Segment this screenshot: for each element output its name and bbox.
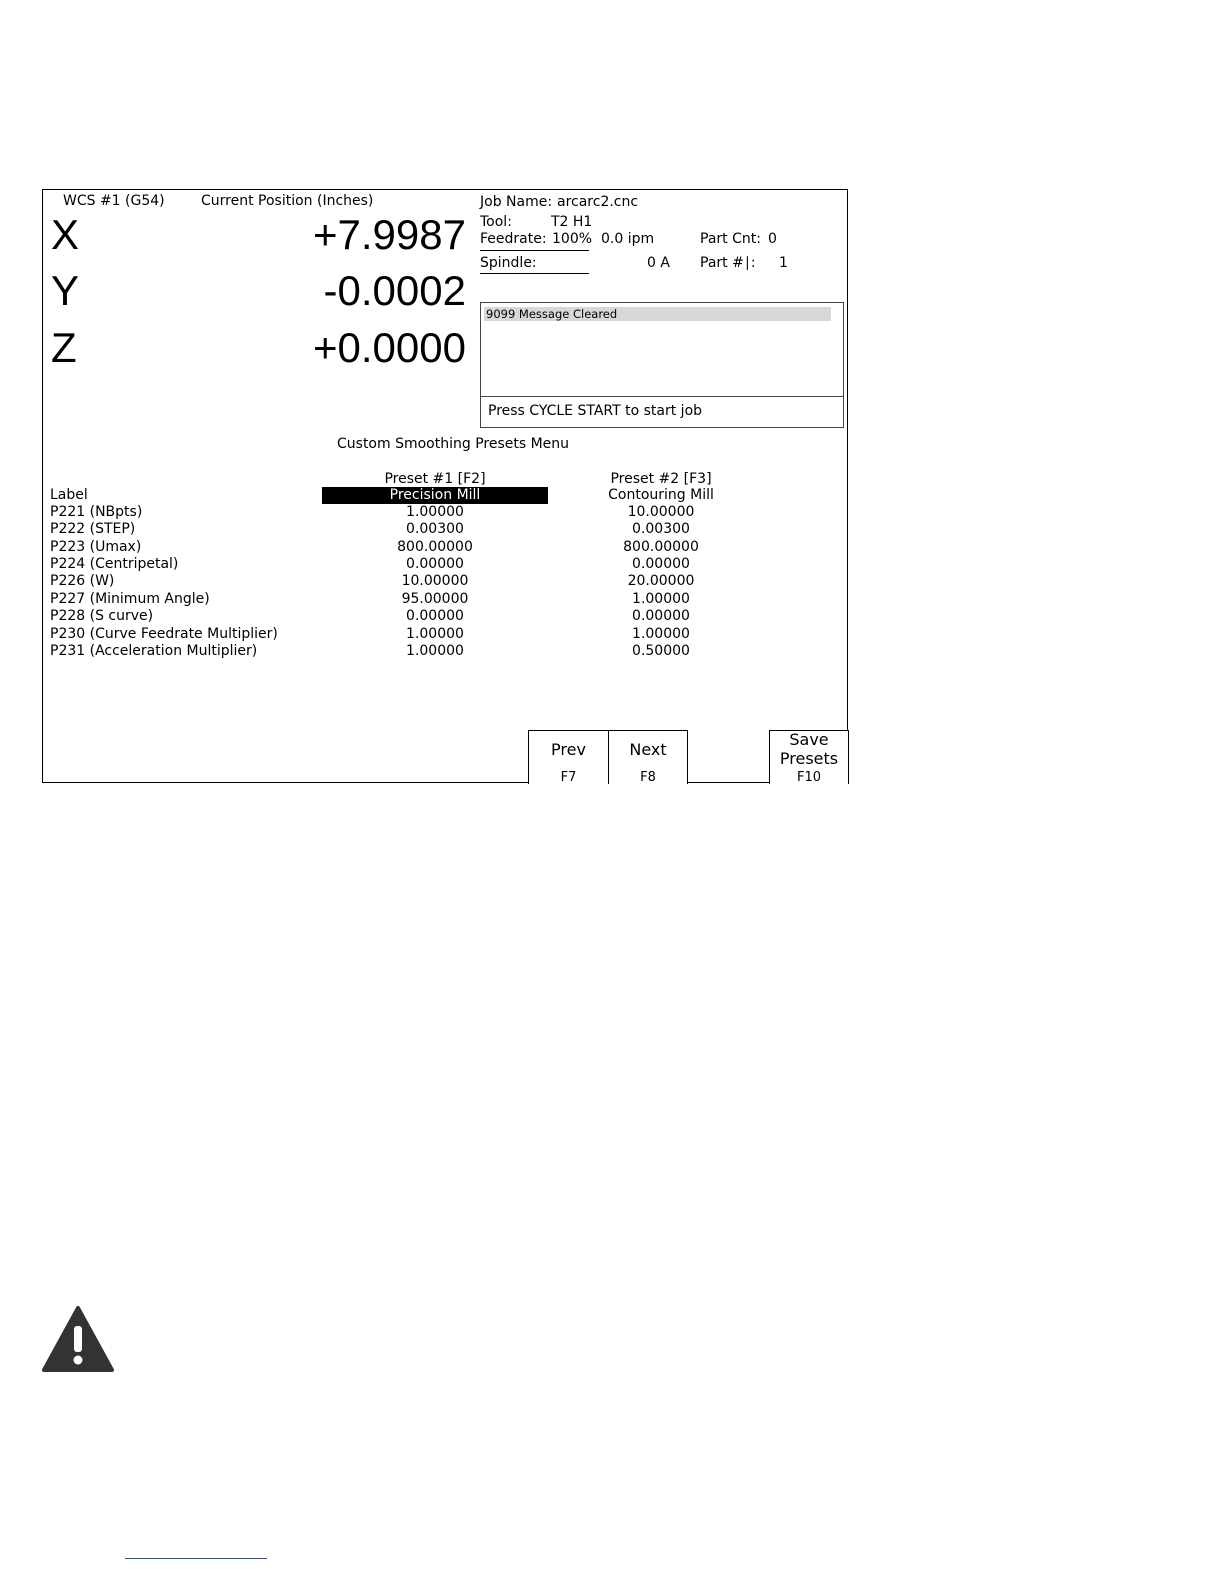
feedrate-ipm: 0.0 ipm <box>601 231 655 247</box>
row-label: P224 (Centripetal) <box>50 556 179 572</box>
save-presets-label-line1: Save <box>789 730 829 749</box>
operator-prompt: Press CYCLE START to start job <box>488 403 703 419</box>
feedrate-percent: 100% <box>552 231 593 247</box>
next-button-label: Next <box>629 740 667 759</box>
tool-label: Tool: <box>480 214 512 230</box>
preset2-header[interactable]: Preset #2 [F3] <box>610 471 712 487</box>
prev-button-key: F7 <box>560 770 577 785</box>
row-label: P227 (Minimum Angle) <box>50 591 210 607</box>
feedrate-label: Feedrate: <box>480 231 547 247</box>
wcs-label: WCS #1 (G54) <box>63 193 165 209</box>
position-title: Current Position (Inches) <box>201 193 374 209</box>
table-row <box>50 608 830 625</box>
preset1-cell[interactable]: 0.00000 <box>406 556 464 572</box>
message-divider <box>481 396 843 397</box>
part-number-value: 1 <box>779 255 788 271</box>
preset1-cell-selected[interactable]: Precision Mill <box>322 487 548 504</box>
link-underline[interactable] <box>125 1558 267 1559</box>
preset2-cell[interactable]: 1.00000 <box>632 626 690 642</box>
preset2-cell[interactable]: 1.00000 <box>632 591 690 607</box>
row-label: P223 (Umax) <box>50 539 142 555</box>
save-presets-key: F10 <box>796 770 822 785</box>
part-count-label: Part Cnt: <box>700 231 761 247</box>
axis-z-value: +0.0000 <box>313 324 466 371</box>
spindle-underline <box>480 273 589 274</box>
save-presets-button[interactable] <box>769 730 849 784</box>
preset2-cell[interactable]: 10.00000 <box>627 504 695 520</box>
table-row <box>50 521 830 538</box>
next-button-key: F8 <box>640 770 656 785</box>
prev-button-label: Prev <box>551 740 586 759</box>
message-box <box>480 302 844 428</box>
message-line: 9099 Message Cleared <box>484 307 831 321</box>
preset2-cell[interactable]: 0.00000 <box>632 608 690 624</box>
preset1-cell[interactable]: 1.00000 <box>406 643 464 659</box>
preset1-cell[interactable]: 800.00000 <box>397 539 473 555</box>
table-row <box>50 504 830 521</box>
preset2-cell[interactable]: 0.50000 <box>632 643 690 659</box>
row-label: Label <box>50 487 88 503</box>
table-row <box>50 626 830 643</box>
preset1-cell[interactable]: 1.00000 <box>406 504 464 520</box>
cnc-screen <box>42 189 848 783</box>
menu-title: Custom Smoothing Presets Menu <box>337 436 570 452</box>
part-number-label: Part #∣: <box>700 255 756 271</box>
table-row <box>50 539 830 556</box>
next-button[interactable] <box>608 730 688 784</box>
job-name-value: arcarc2.cnc <box>557 194 639 210</box>
spindle-value: 0 A <box>647 255 670 271</box>
axis-y-letter: Y <box>51 267 80 314</box>
table-row <box>50 573 830 590</box>
part-count-value: 0 <box>768 231 777 247</box>
row-label: P226 (W) <box>50 573 115 589</box>
preset2-cell[interactable]: 0.00300 <box>632 521 690 537</box>
axis-x-value: +7.9987 <box>313 211 466 258</box>
tool-value: T2 H1 <box>551 214 593 230</box>
prev-button[interactable] <box>528 730 609 784</box>
row-label: P221 (NBpts) <box>50 504 143 520</box>
table-row <box>50 487 830 504</box>
preset1-header[interactable]: Preset #1 [F2] <box>384 471 486 487</box>
axis-z-letter: Z <box>51 324 77 371</box>
row-label: P230 (Curve Feedrate Multiplier) <box>50 626 278 642</box>
preset1-cell[interactable]: 95.00000 <box>401 591 469 607</box>
preset2-cell[interactable]: Contouring Mill <box>608 487 714 503</box>
preset1-cell[interactable]: 0.00300 <box>406 521 464 537</box>
job-name-label: Job Name: <box>480 194 553 210</box>
table-row <box>50 591 830 608</box>
table-row <box>50 556 830 573</box>
feedrate-underline <box>480 250 589 251</box>
row-label: P228 (S curve) <box>50 608 154 624</box>
warning-triangle-icon <box>42 1306 114 1372</box>
preset1-cell[interactable]: 10.00000 <box>401 573 469 589</box>
preset2-cell[interactable]: 20.00000 <box>627 573 695 589</box>
axis-x-letter: X <box>51 211 80 258</box>
row-label: P222 (STEP) <box>50 521 136 537</box>
preset2-cell[interactable]: 0.00000 <box>632 556 690 572</box>
preset2-cell[interactable]: 800.00000 <box>623 539 699 555</box>
preset1-cell[interactable]: 0.00000 <box>406 608 464 624</box>
row-label: P231 (Acceleration Multiplier) <box>50 643 258 659</box>
spindle-label: Spindle: <box>480 255 537 271</box>
save-presets-label-line2: Presets <box>779 749 839 768</box>
preset1-cell[interactable]: 1.00000 <box>406 626 464 642</box>
table-row <box>50 643 830 660</box>
axis-y-value: -0.0002 <box>323 267 466 314</box>
